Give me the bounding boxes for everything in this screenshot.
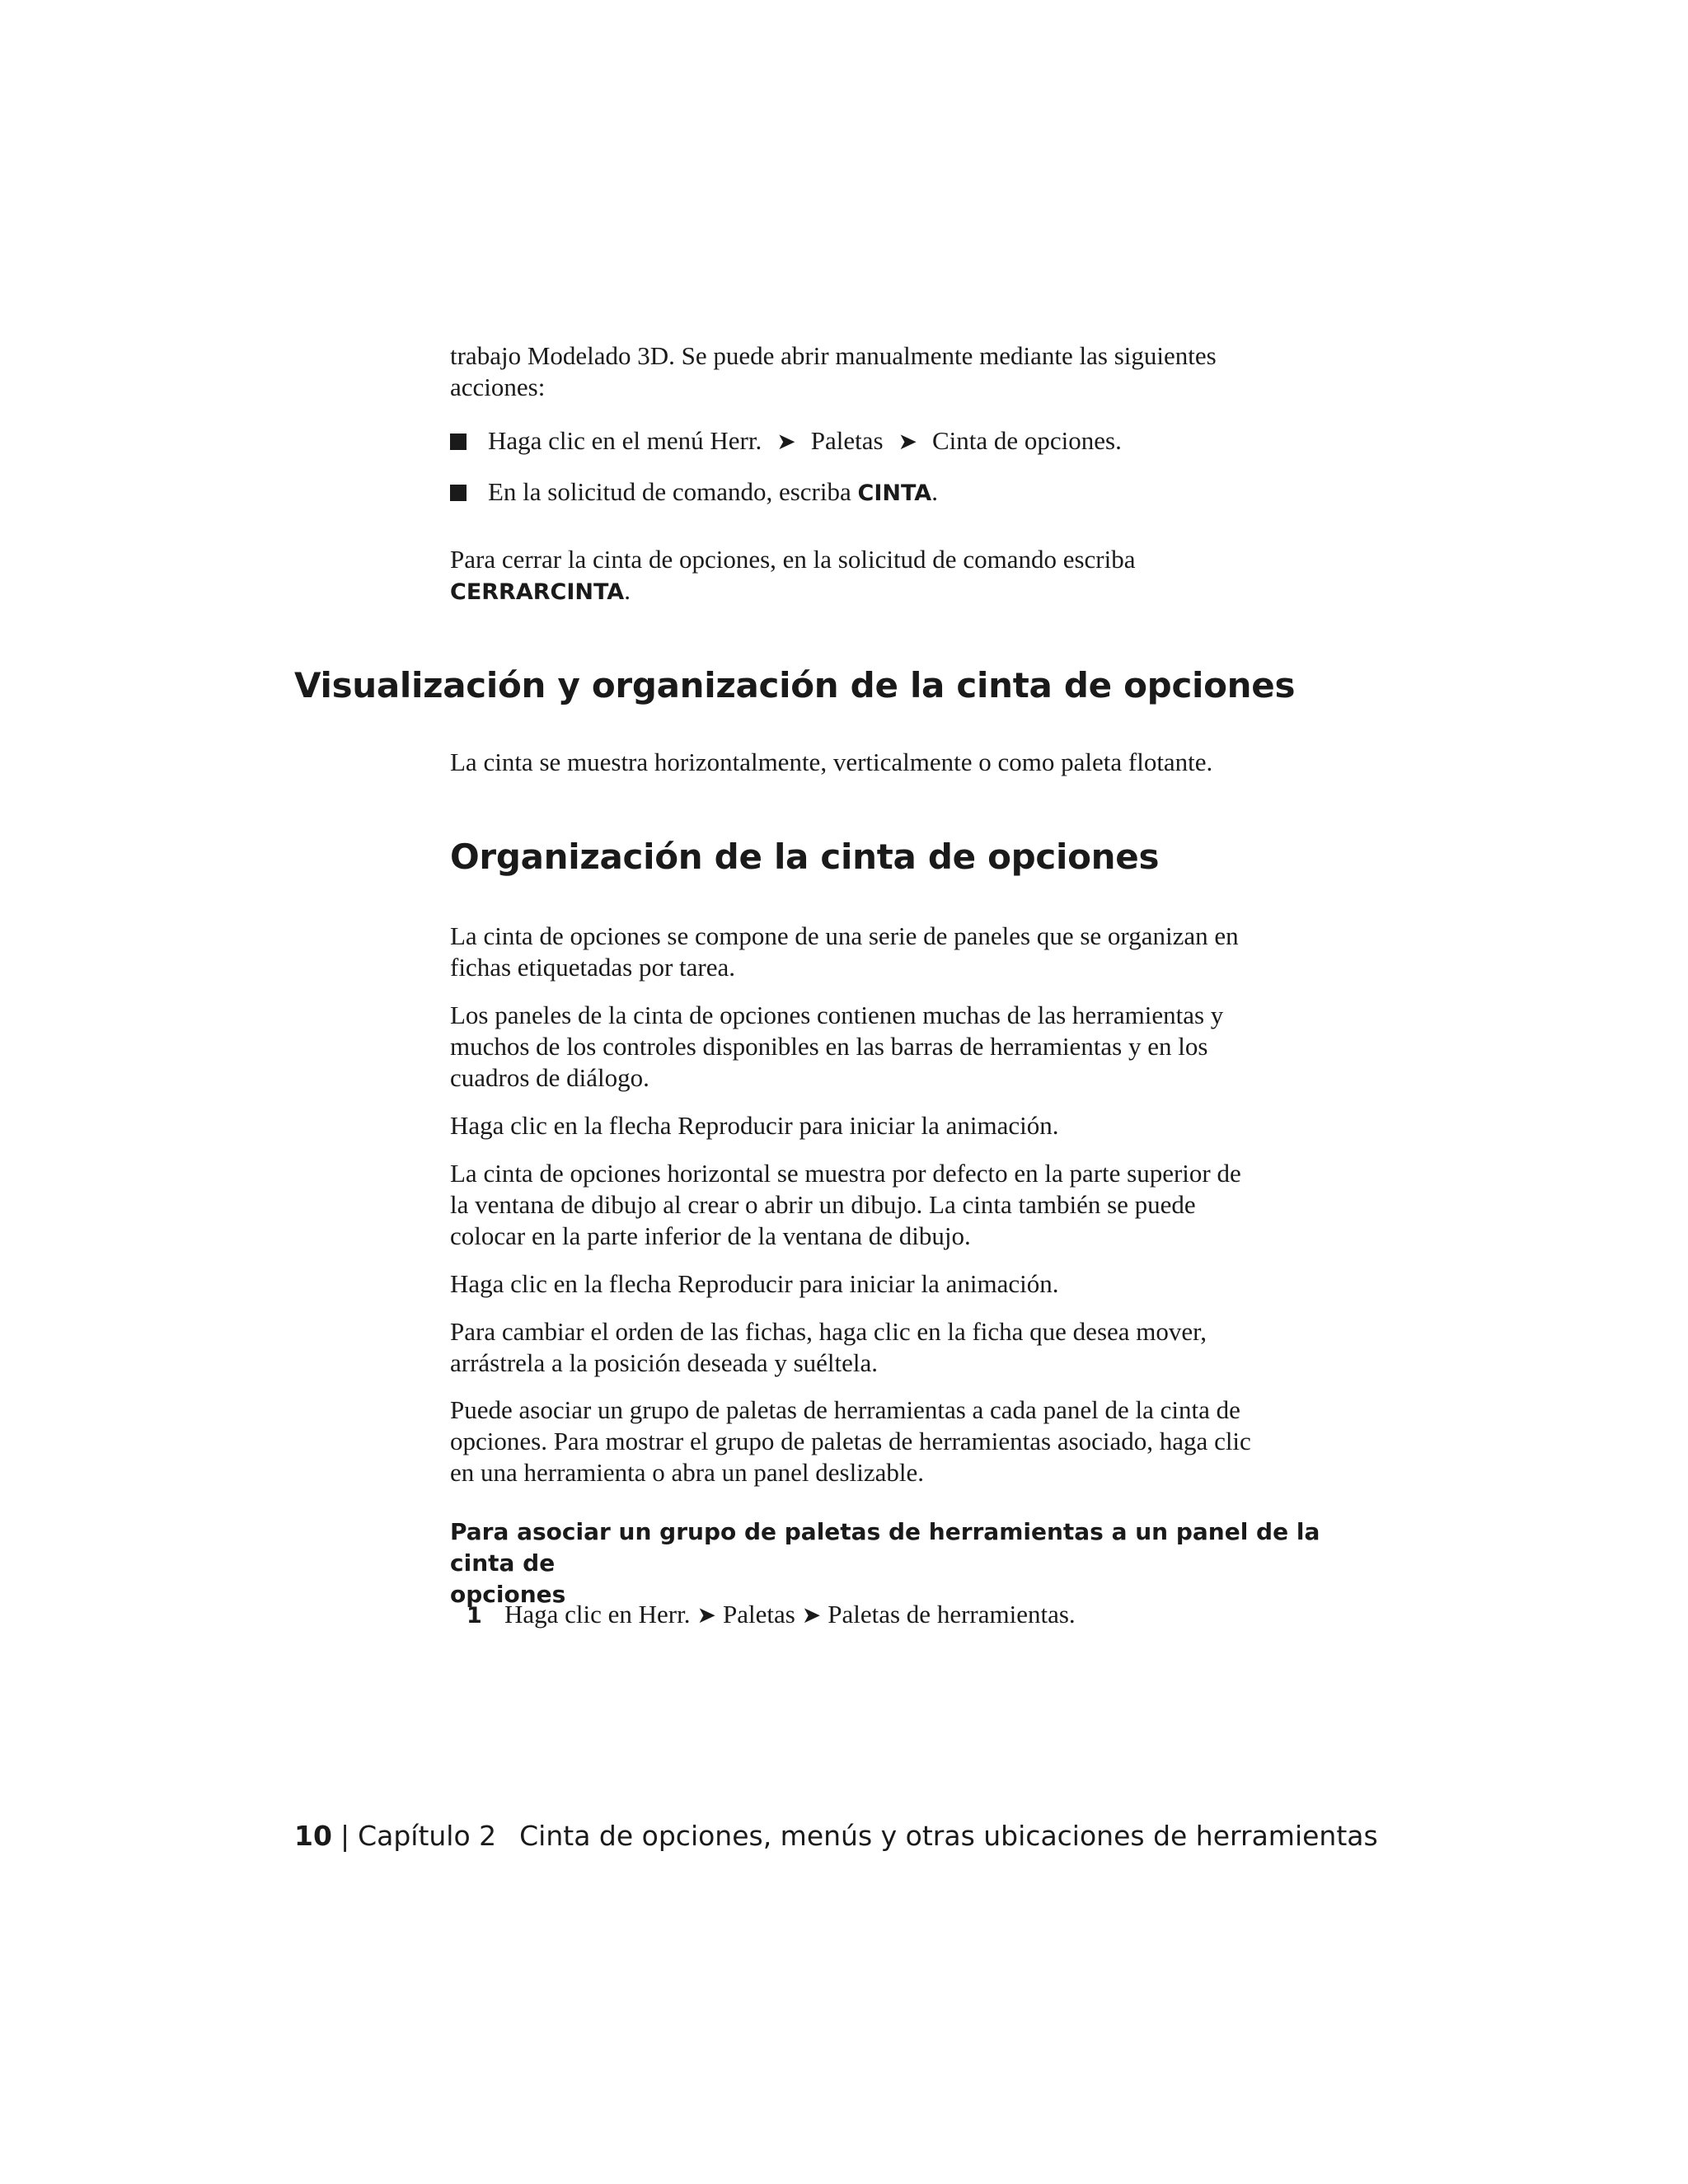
punctuation: . bbox=[931, 477, 938, 506]
section-body bbox=[450, 747, 1340, 778]
body-line: arrástrela a la posición deseada y suéltela. bbox=[450, 1348, 879, 1377]
body-line: cuadros de diálogo. bbox=[450, 1063, 649, 1092]
paragraph bbox=[450, 1000, 1340, 1094]
section-heading: Visualización y organización de la cinta de opciones bbox=[294, 665, 1296, 705]
menu-cinta-text: Cinta de opciones. bbox=[932, 426, 1122, 455]
procedure-title-line: Para asociar un grupo de paletas de herramientas a un panel de la cinta de bbox=[450, 1518, 1320, 1577]
paragraph bbox=[450, 1158, 1340, 1252]
command-name: CINTA bbox=[857, 480, 932, 506]
paragraph bbox=[450, 1268, 1340, 1300]
menu-arrow-icon: ➤ bbox=[898, 428, 917, 455]
chapter-label: Capítulo 2 bbox=[358, 1820, 497, 1852]
intro-line: acciones: bbox=[450, 373, 546, 401]
body-line: opciones. Para mostrar el grupo de paletas de herramientas asociado, haga clic bbox=[450, 1427, 1251, 1455]
menu-arrow-icon: ➤ bbox=[696, 1601, 716, 1629]
step-text bbox=[504, 1599, 1076, 1631]
close-ribbon-paragraph bbox=[450, 544, 1340, 608]
command-name: CERRARCINTA bbox=[450, 579, 625, 605]
body-line: La cinta de opciones horizontal se muestra por defecto en la parte superior de bbox=[450, 1159, 1241, 1188]
paragraph bbox=[450, 1316, 1340, 1379]
menu-arrow-icon: ➤ bbox=[776, 428, 796, 455]
paragraph bbox=[450, 921, 1340, 983]
close-line bbox=[450, 575, 1340, 608]
bullet-item-command bbox=[450, 476, 1340, 509]
body-line: en una herramienta o abra un panel deslizable. bbox=[450, 1458, 924, 1487]
intro-paragraph bbox=[450, 340, 1340, 403]
subsection-heading: Organización de la cinta de opciones bbox=[450, 837, 1160, 877]
bullet-item-menu-path bbox=[450, 425, 1340, 457]
body-line: colocar en la parte inferior de la ventana de dibujo. bbox=[450, 1221, 971, 1250]
paragraph bbox=[450, 1110, 1340, 1141]
punctuation: . bbox=[624, 576, 631, 605]
step-number: 1 bbox=[467, 1603, 482, 1629]
body-line: muchos de los controles disponibles en las barras de herramientas y en los bbox=[450, 1032, 1208, 1061]
procedure-step bbox=[467, 1599, 1340, 1632]
menu-herr-text: Haga clic en el menú Herr. bbox=[488, 426, 762, 455]
body-line: Haga clic en la flecha Reproducir para iniciar la animación. bbox=[450, 1269, 1059, 1298]
footer-separator: | bbox=[340, 1820, 350, 1852]
square-bullet-icon bbox=[450, 485, 467, 501]
step-paletas-herramientas-text: Paletas de herramientas. bbox=[828, 1600, 1076, 1629]
command-prompt-text: En la solicitud de comando, escriba bbox=[488, 477, 858, 506]
step-herr-text: Haga clic en Herr. bbox=[504, 1600, 691, 1629]
bullet-text bbox=[488, 476, 938, 509]
body-line: Los paneles de la cinta de opciones contienen muchas de las herramientas y bbox=[450, 1001, 1224, 1029]
body-line: la ventana de dibujo al crear o abrir un dibujo. La cinta también se puede bbox=[450, 1190, 1196, 1219]
page-footer bbox=[294, 1820, 1378, 1853]
procedure-title bbox=[450, 1516, 1340, 1610]
menu-paletas-text: Paletas bbox=[810, 426, 884, 455]
intro-line: trabajo Modelado 3D. Se puede abrir manualmente mediante las siguientes bbox=[450, 341, 1217, 370]
square-bullet-icon bbox=[450, 434, 467, 450]
menu-arrow-icon: ➤ bbox=[801, 1601, 822, 1629]
close-line: Para cerrar la cinta de opciones, en la solicitud de comando escriba bbox=[450, 545, 1136, 574]
body-line: La cinta se muestra horizontalmente, verticalmente o como paleta flotante. bbox=[450, 748, 1213, 776]
paragraph bbox=[450, 1394, 1340, 1488]
body-line: Haga clic en la flecha Reproducir para iniciar la animación. bbox=[450, 1111, 1059, 1140]
procedure-title-line: opciones bbox=[450, 1581, 566, 1608]
bullet-text bbox=[488, 425, 1122, 457]
body-line: fichas etiquetadas por tarea. bbox=[450, 953, 735, 982]
body-line: Para cambiar el orden de las fichas, haga clic en la ficha que desea mover, bbox=[450, 1317, 1207, 1346]
body-line: Puede asociar un grupo de paletas de herramientas a cada panel de la cinta de bbox=[450, 1395, 1240, 1424]
chapter-title: Cinta de opciones, menús y otras ubicaciones de herramientas bbox=[519, 1820, 1378, 1852]
step-paletas-text: Paletas bbox=[722, 1600, 795, 1629]
body-line: La cinta de opciones se compone de una serie de paneles que se organizan en bbox=[450, 921, 1239, 950]
page-number: 10 bbox=[294, 1820, 332, 1852]
